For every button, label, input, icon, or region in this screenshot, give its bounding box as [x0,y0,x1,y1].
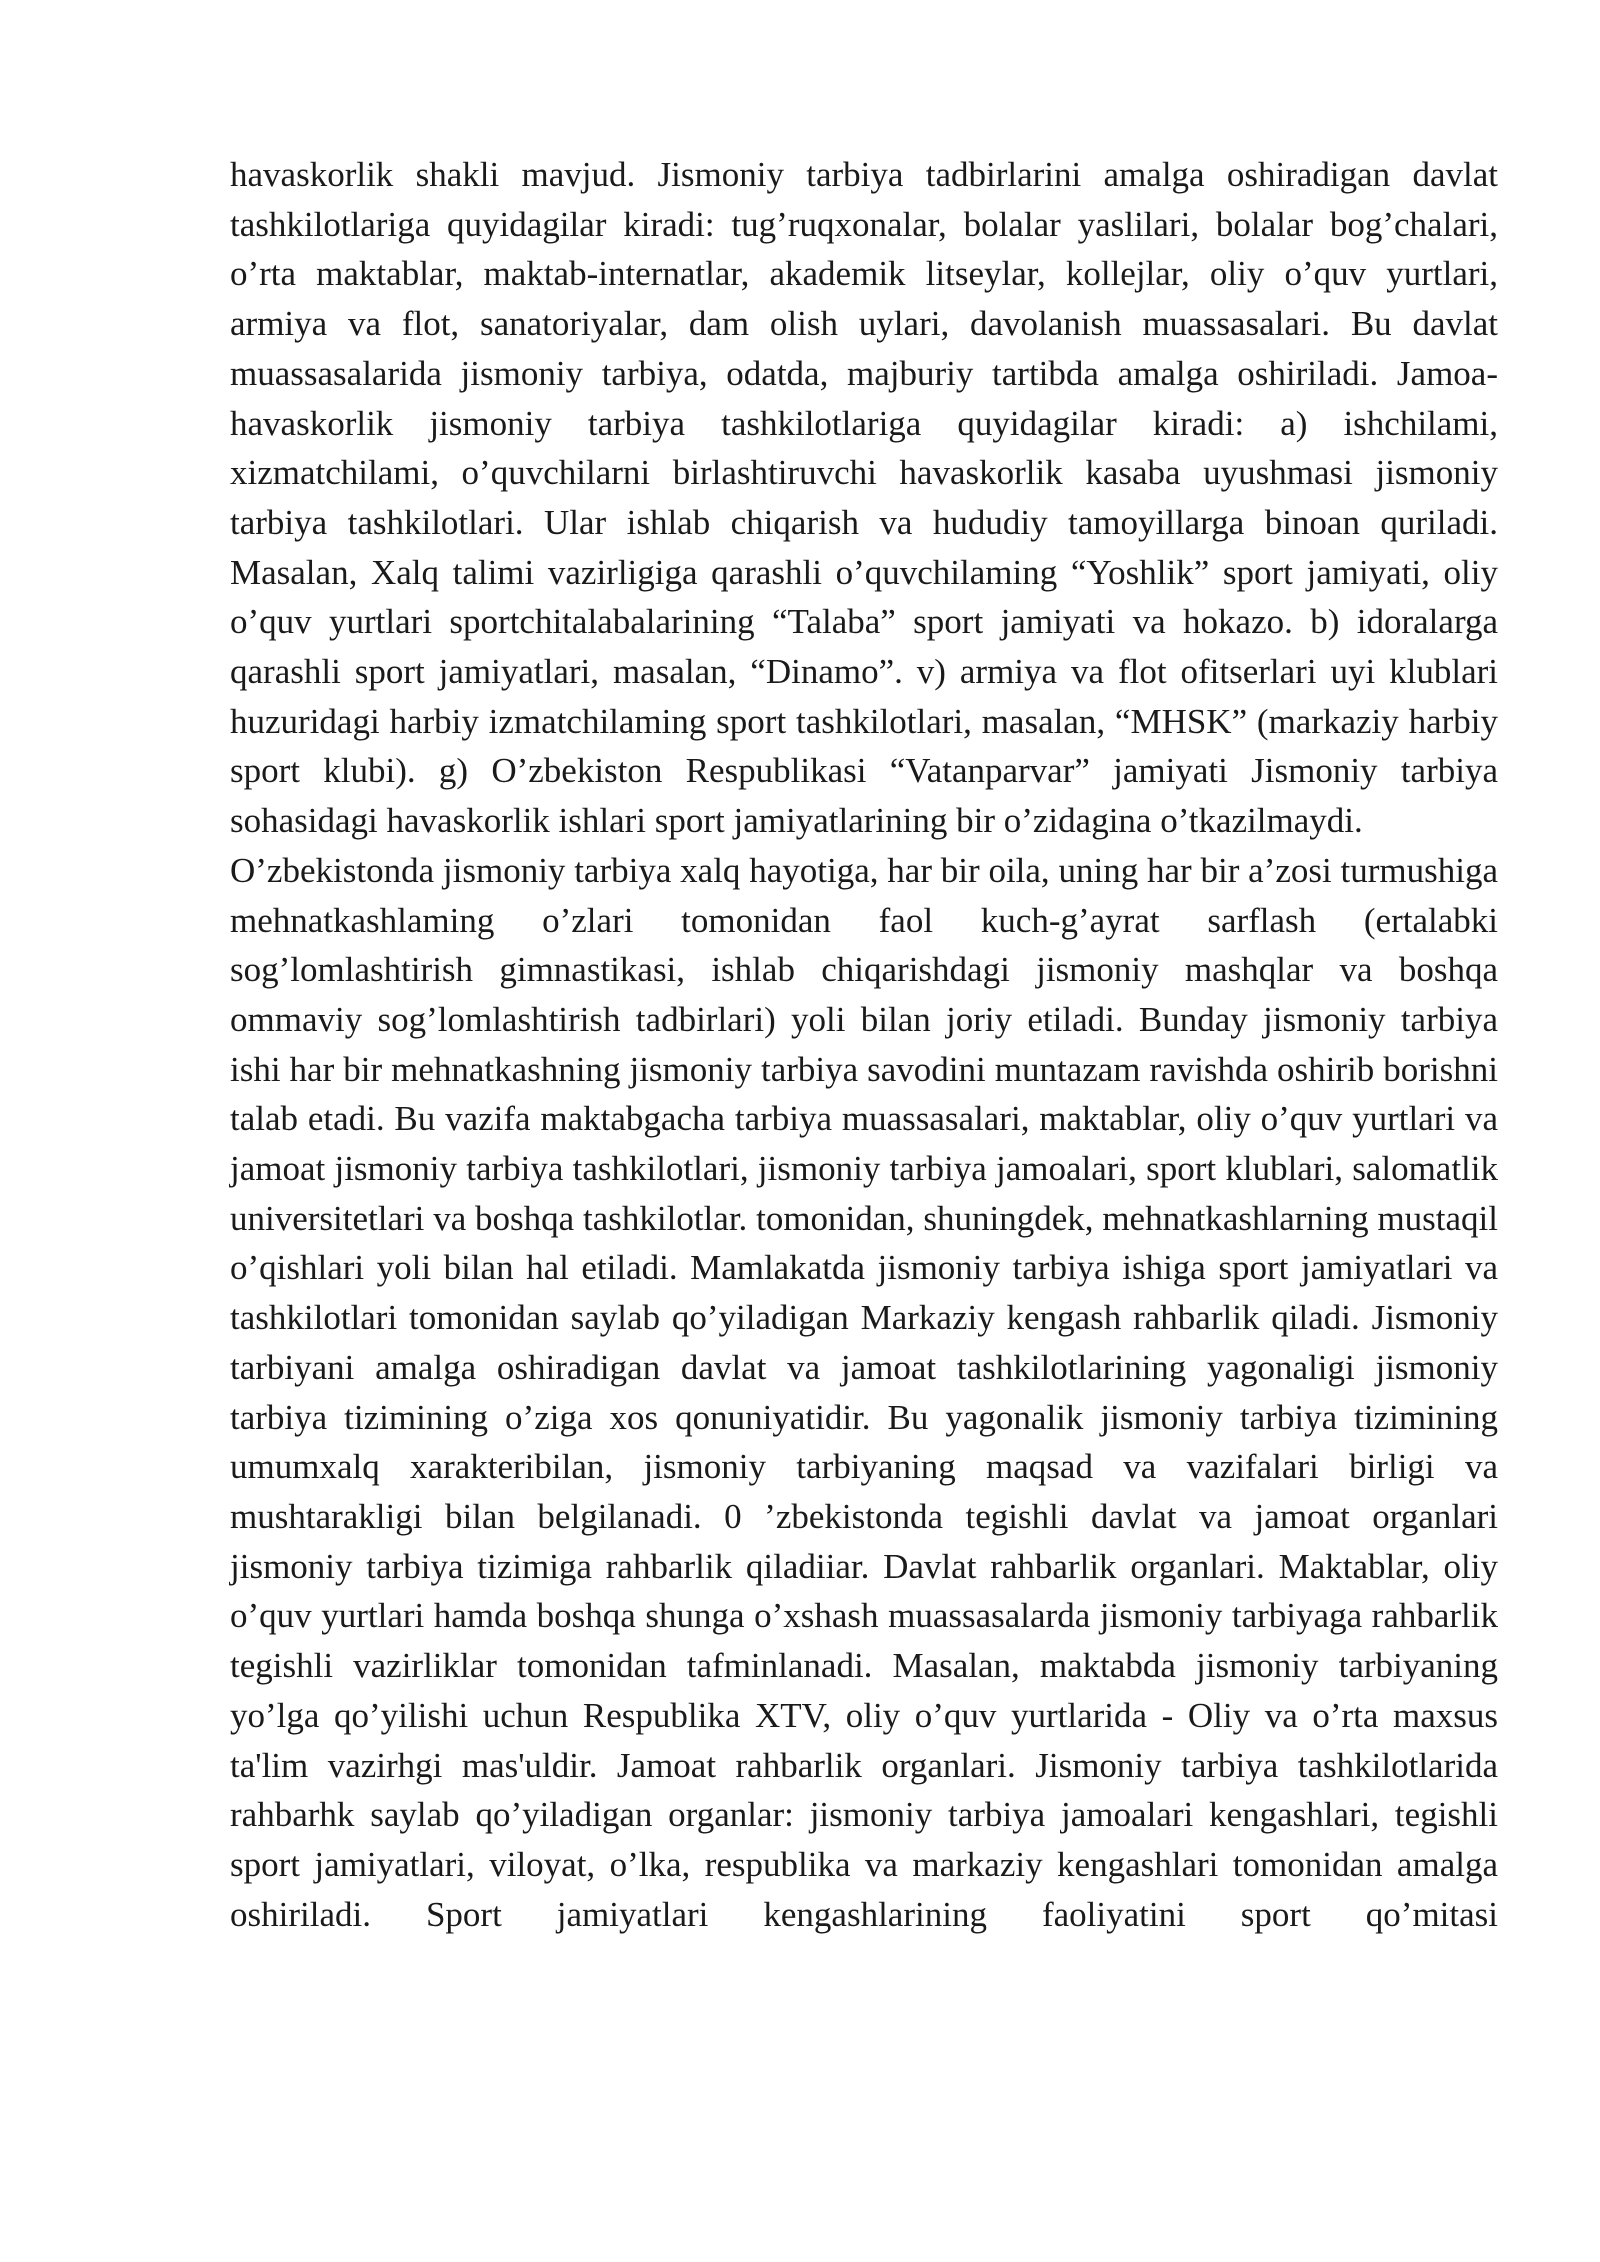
paragraph-1: havaskorlik shakli mavjud. Jismoniy tarbiya tadbirlarini amalga oshiradigan davlat tashkilotlariga quyidagilar kiradi: tug’ruqxonalar, bolalar yaslilari, bolalar bog’chalari, o’rta maktablar, maktab-internatlar, akademik litseylar, kollejlar, oliy o’quv yurtlari, armiya va flot, sanatoriyalar, dam olish uylari, davolanish muassasalari. Bu davlat muassasalarida jismoniy tarbiya, odatda, majburiy tartibda amalga oshiriladi. Jamoa-havaskorlik jismoniy tarbiya tashkilotlariga quyidagilar kiradi: a) ishchilami, xizmatchilami, o’quvchilarni birlashtiruvchi havaskorlik kasaba uyushmasi jismoniy tarbiya tashkilotlari. Ular ishlab chiqarish va hududiy tamoyillarga binoan quriladi. Masalan, Xalq talimi vazirligiga qarashli o’quvchilaming “Yoshlik” sport jamiyati, oliy o’quv yurtlari sportchitalabalarining “Talaba” sport jamiyati va hokazo. b) idoralarga qarashli sport jamiyatlari, masalan, “Dinamo”. v) armiya va flot ofitserlari uyi klublari huzuridagi harbiy izmatchilaming sport tashkilotlari, masalan, “MHSK” (markaziy harbiy sport klubi). g) O’zbekiston Respublikasi “Vatanparvar” jamiyati Jismoniy tarbiya sohasidagi havaskorlik ishlari sport jamiyatlarining bir o’zidagina o’tkazilmaydi. [230,155,1498,841]
body-text [230,150,1498,1939]
paragraph-2: O’zbekistonda jismoniy tarbiya xalq hayotiga, har bir oila, uning har bir a’zosi turmushiga mehnatkashlaming o’zlari tomonidan faol kuch-g’ayrat sarflash (ertalabki sog’lomlashtirish gimnastikasi, ishlab chiqarishdagi jismoniy mashqlar va boshqa ommaviy sog’lomlashtirish tadbirlari) yoli bilan joriy etiladi. Bunday jismoniy tarbiya ishi har bir mehnatkashning jismoniy tarbiya savodini muntazam ravishda oshirib borishni talab etadi. Bu vazifa maktabgacha tarbiya muassasalari, maktablar, oliy o’quv yurtlari va jamoat jismoniy tarbiya tashkilotlari, jismoniy tarbiya jamoalari, sport klublari, salomatlik universitetlari va boshqa tashkilotlar. tomonidan, shuningdek, mehnatkashlarning mustaqil o’qishlari yoli bilan hal etiladi. Mamlakatda jismoniy tarbiya ishiga sport jamiyatlari va tashkilotlari tomonidan saylab qo’yiladigan Markaziy kengash rahbarlik qiladi. Jismoniy tarbiyani amalga oshiradigan davlat va jamoat tashkilotlarining yagonaligi jismoniy tarbiya tizimining o’ziga xos qonuniyatidir. Bu yagonalik jismoniy tarbiya tizimining umumxalq xarakteribilan, jismoniy tarbiyaning maqsad va vazifalari birligi va mushtarakligi bilan belgilanadi. 0 ’zbekistonda tegishli davlat va jamoat organlari jismoniy tarbiya tizimiga rahbarlik qiladiiar. Davlat rahbarlik organlari. Maktablar, oliy o’quv yurtlari hamda boshqa shunga o’xshash muassasalarda jismoniy tarbiyaga rahbarlik tegishli vazirliklar tomonidan tafminlanadi. Masalan, maktabda jismoniy tarbiyaning yo’lga qo’yilishi uchun Respublika XTV, oliy o’quv yurtlarida - Oliy va o’rta maxsus ta'lim vazirhgi mas'uldir. Jamoat rahbarlik organlari. Jismoniy tarbiya tashkilotlarida rahbarhk saylab qo’yiladigan organlar: jismoniy tarbiya jamoalari kengashlari, tegishli sport jamiyatlari, viloyat, o’lka, respublika va markaziy kengashlari tomonidan amalga oshiriladi. Sport jamiyatlari kengashlarining faoliyatini sport qo’mitasi [230,850,1498,1934]
